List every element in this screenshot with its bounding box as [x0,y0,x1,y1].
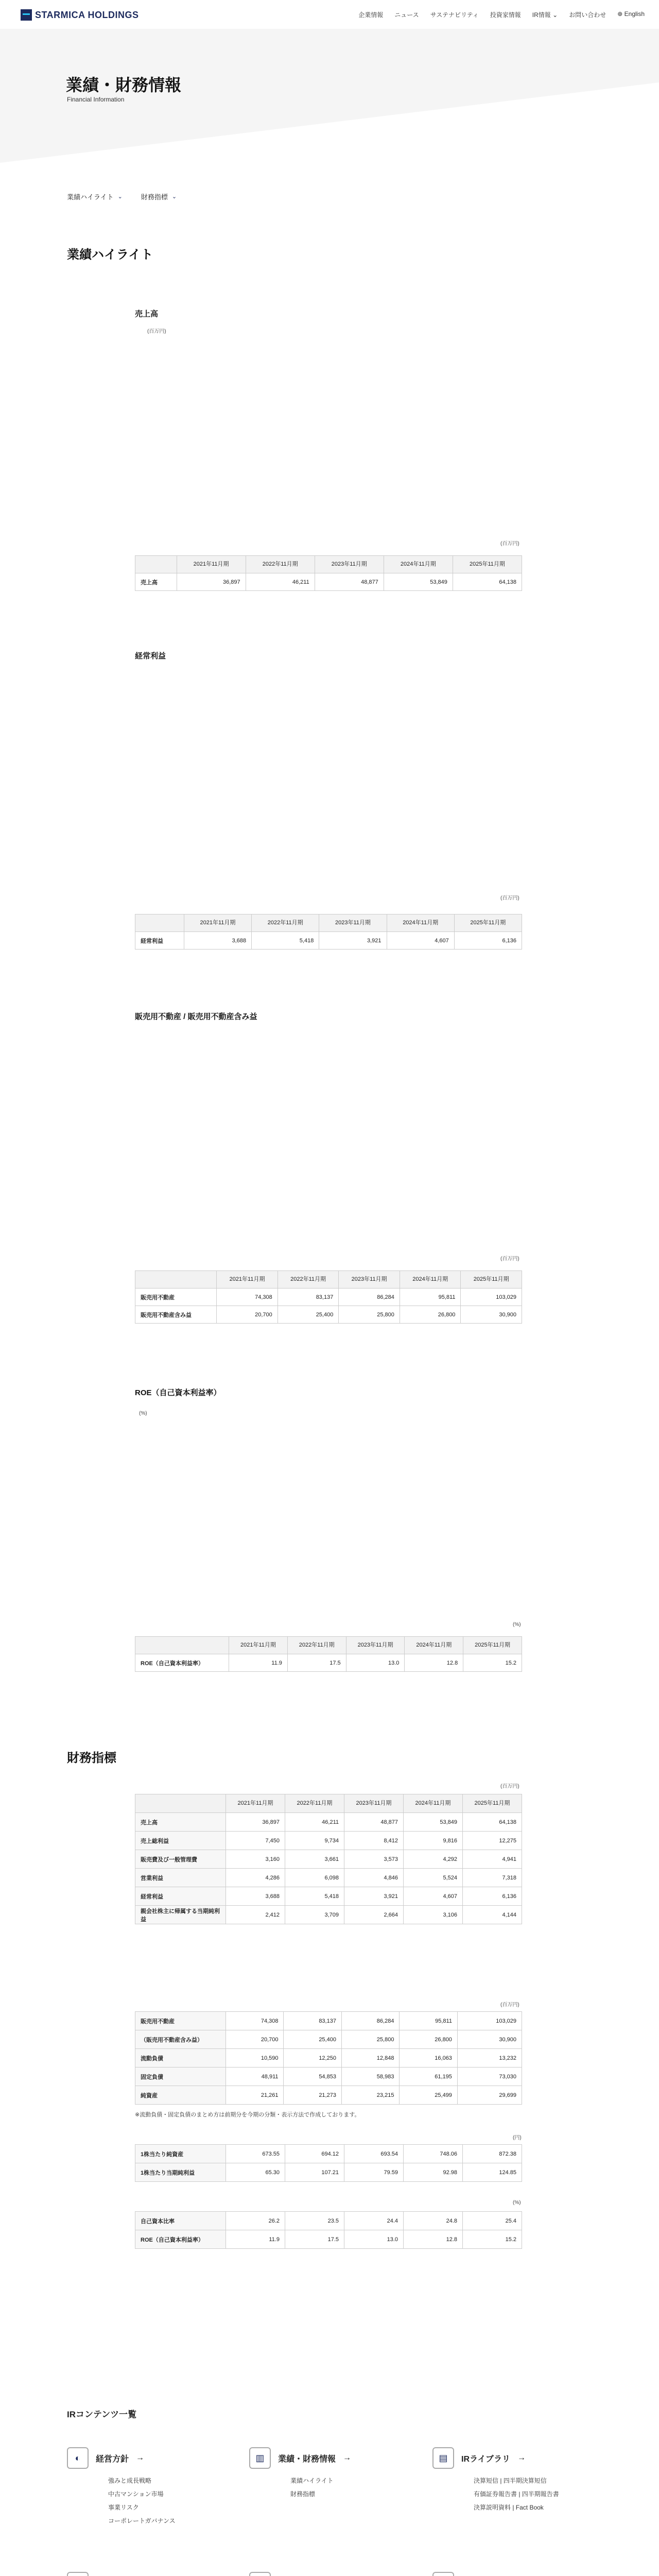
highlight-table-roe [135,1636,522,1672]
ir-block-title: IRライブラリ [461,2454,511,2464]
nav-investor[interactable]: 投資家情報 [490,11,521,19]
cell: 15.2 [463,1654,522,1672]
table-row [135,1306,522,1324]
cell: 86,284 [339,1289,400,1306]
col-header: 2025年11月期 [454,914,522,932]
site-logo[interactable] [21,9,139,21]
ir-link-return[interactable] [249,2572,343,2576]
cell: 3,573 [344,1850,404,1869]
cell: 3,709 [285,1906,344,1924]
nav-ir[interactable] [532,10,558,19]
ir-contents-title: IRコンテンツ一覧 [67,2410,137,2419]
cell: 25,499 [400,2086,457,2105]
financial-table-bs [135,2011,522,2105]
ir-block-title: 業績・財務情報 [278,2454,336,2464]
col-header: 2023年11月期 [339,1271,400,1289]
cell: 53,849 [404,1813,463,1832]
table-row [135,2145,522,2163]
table-row [135,2163,522,2182]
cell: 30,900 [461,1306,522,1324]
site-header [0,0,659,29]
cell: 6,098 [285,1869,344,1887]
cell: 4,607 [404,1887,463,1906]
cell: 21,273 [284,2086,341,2105]
chevron-down-icon: ⌄ [552,11,558,19]
table-row [135,573,522,591]
row-label: ROE（自己資本利益率） [135,2230,226,2249]
cell: 3,921 [344,1887,404,1906]
cell: 36,897 [226,1813,285,1832]
table-corner [135,1271,217,1289]
col-header: 2023年11月期 [346,1637,405,1654]
cell: 17.5 [285,2230,344,2249]
row-label: 自己資本比率 [135,2212,226,2230]
ir-link-meeting[interactable] [67,2572,144,2576]
cell: 46,211 [246,573,315,591]
chart-title-real-estate: 販売用不動産 / 販売用不動産含み益 [135,1012,257,1021]
cell: 8,412 [344,1832,404,1850]
cell: 9,734 [285,1832,344,1850]
table-row [135,2230,522,2249]
row-label: 経常利益 [135,1887,226,1906]
ir-sublink[interactable]: 財務指標 [290,2490,316,2498]
cell: 124.85 [463,2163,522,2182]
logo-text: STARMICA HOLDINGS [35,9,139,20]
col-header: 2023年11月期 [315,556,384,573]
cell: 24.8 [404,2212,463,2230]
cell: 11.9 [226,2230,285,2249]
cell: 74,308 [217,1289,278,1306]
table-note: ※流動負債・固定負債のまとめ方は前期分を今期の分類・表示方法で作成しております。 [135,2112,360,2118]
cell: 25,800 [341,2030,399,2049]
col-header: 2025年11月期 [463,1637,522,1654]
cell: 95,811 [400,1289,461,1306]
coin-icon [249,2572,271,2576]
cell: 4,292 [404,1850,463,1869]
table-unit: (百万円) [500,895,519,901]
cell: 3,688 [184,932,251,950]
cell: 12,275 [463,1832,522,1850]
cell: 748.06 [404,2145,463,2163]
global-nav [358,10,645,19]
table-unit: (百万円) [500,2002,519,2008]
col-header: 2022年11月期 [287,1637,346,1654]
cell: 26.2 [226,2212,285,2230]
anchor-label: 業績ハイライト [67,193,114,201]
cell: 25,400 [284,2030,341,2049]
nav-ir-label: IR情報 [532,11,551,19]
col-header: 2022年11月期 [285,1794,344,1813]
ir-block-financial [249,2447,351,2501]
cell: 15.2 [463,2230,522,2249]
table-corner [135,1637,229,1654]
col-header: 2024年11月期 [405,1637,463,1654]
row-label: （販売用不動産含み益） [135,2030,226,2049]
row-label: 1株当たり当期純利益 [135,2163,226,2182]
cell: 2,412 [226,1906,285,1924]
logo-mark-icon [21,9,32,21]
cell: 73,030 [457,2067,522,2086]
cell: 13,232 [457,2049,522,2067]
table-row [135,2030,522,2049]
cell: 20,700 [226,2030,284,2049]
cell: 3,160 [226,1850,285,1869]
col-header: 2024年11月期 [404,1794,463,1813]
arrow-right-icon: → [343,2453,352,2462]
row-label: 純資産 [135,2086,226,2105]
row-label: 売上高 [135,573,177,591]
cell: 74,308 [226,2012,284,2030]
highlight-table-ordinary-profit [135,914,522,950]
cell: 3,661 [285,1850,344,1869]
row-label: 売上高 [135,1813,226,1832]
globe-icon: ⊕ [617,10,623,18]
table-row [135,2086,522,2105]
cell: 103,029 [457,2012,522,2030]
ir-sublink[interactable]: 決算短信 | 四半期決算短信 [474,2477,547,2484]
cell: 7,318 [463,1869,522,1887]
cell: 24.4 [344,2212,404,2230]
row-label: 親会社株主に帰属する当期純利益 [135,1906,226,1924]
document-icon: ▤ [432,2447,454,2469]
cell: 46,211 [285,1813,344,1832]
cell: 25,800 [339,1306,400,1324]
cell: 86,284 [341,2012,399,2030]
people-icon [67,2572,89,2576]
cell: 6,136 [463,1887,522,1906]
table-row [135,1869,522,1887]
table-row [135,932,522,950]
ir-sublink[interactable]: 中古マンション市場 [108,2490,164,2498]
megaphone-icon: ◐ [67,2447,89,2469]
row-label: 販売費及び一般管理費 [135,1850,226,1869]
highlight-table-real-estate [135,1270,522,1324]
row-label: 販売用不動産含み益 [135,1306,217,1324]
cell: 20,700 [217,1306,278,1324]
nav-english-label: English [624,10,645,18]
row-label: 流動負債 [135,2049,226,2067]
financial-table-pl [135,1794,522,1924]
cell: 4,144 [463,1906,522,1924]
col-header: 2025年11月期 [461,1271,522,1289]
table-row [135,1850,522,1869]
ir-block-return [249,2572,343,2576]
row-label: 固定負債 [135,2067,226,2086]
table-corner [135,1794,226,1813]
ir-sublink[interactable]: 決算説明資料 | Fact Book [474,2504,544,2511]
ir-block-meeting [67,2572,144,2576]
cell: 103,029 [461,1289,522,1306]
cell: 48,911 [226,2067,284,2086]
cell: 2,664 [344,1906,404,1924]
section-title-financial: 財務指標 [67,1751,116,1765]
col-header: 2022年11月期 [246,556,315,573]
cell: 79.59 [344,2163,404,2182]
nav-contact[interactable]: お問い合わせ [569,11,606,19]
col-header: 2021年11月期 [229,1637,288,1654]
financial-table-per-share [135,2144,522,2182]
cell: 23,215 [341,2086,399,2105]
cell: 872.38 [463,2145,522,2163]
table-row [135,2012,522,2030]
table-unit: (%) [513,1622,521,1628]
chart-title-ordinary-profit: 経常利益 [135,652,166,660]
bar-chart-icon: ▥ [249,2447,271,2469]
cell: 36,897 [177,573,246,591]
cell: 5,418 [252,932,319,950]
table-unit: (円) [513,2135,522,2141]
highlight-table-sales [135,555,522,591]
anchor-financial[interactable] [141,192,177,201]
ir-block-title: 経営方針 [96,2454,129,2464]
col-header: 2022年11月期 [278,1271,339,1289]
cell: 64,138 [463,1813,522,1832]
cell: 3,921 [319,932,387,950]
cell: 694.12 [285,2145,344,2163]
page-title: 業績・財務情報 [66,76,182,94]
col-header: 2022年11月期 [252,914,319,932]
table-unit: (百万円) [500,1256,519,1262]
col-header: 2021年11月期 [177,556,246,573]
cell: 4,607 [387,932,454,950]
col-header: 2025年11月期 [453,556,522,573]
cell: 3,688 [226,1887,285,1906]
table-row [135,2049,522,2067]
cell: 4,286 [226,1869,285,1887]
cell: 23.5 [285,2212,344,2230]
table-corner [135,914,184,932]
cell: 17.5 [287,1654,346,1672]
cell: 6,136 [454,932,522,950]
cell: 92.98 [404,2163,463,2182]
table-row [135,1813,522,1832]
col-header: 2023年11月期 [319,914,387,932]
cell: 83,137 [278,1289,339,1306]
table-row [135,1654,522,1672]
cell: 10,590 [226,2049,284,2067]
row-label: 営業利益 [135,1869,226,1887]
cell: 12,848 [341,2049,399,2067]
chart-title-roe: ROE（自己資本利益率） [135,1388,221,1397]
cell: 64,138 [453,573,522,591]
cell: 83,137 [284,2012,341,2030]
chart-unit-sales: (百万円) [147,329,166,334]
row-label: ROE（自己資本利益率） [135,1654,229,1672]
ir-link-shareholder[interactable] [432,2572,510,2576]
ir-block-policy [67,2447,176,2528]
anchor-nav [67,192,177,201]
nav-news[interactable]: ニュース [394,11,419,19]
section-title-highlights: 業績ハイライト [67,248,153,262]
anchor-highlights[interactable] [67,192,123,201]
ir-sublink[interactable]: 強みと成長戦略 [108,2477,152,2484]
cell: 95,811 [400,2012,457,2030]
nav-sustainability[interactable]: サステナビリティ [430,11,479,19]
cell: 12,250 [284,2049,341,2067]
cell: 11.9 [229,1654,288,1672]
cell: 26,800 [400,2030,457,2049]
ir-sublink[interactable]: コーポレートガバナンス [108,2517,176,2524]
chart-title-sales: 売上高 [135,310,159,318]
table-unit: (%) [513,2200,521,2206]
col-header: 2025年11月期 [463,1794,522,1813]
chevron-down-icon: ⌄ [171,194,177,200]
cell: 48,877 [344,1813,404,1832]
cell: 21,261 [226,2086,284,2105]
ir-link-financial[interactable] [249,2447,351,2469]
cell: 9,816 [404,1832,463,1850]
cell: 25.4 [463,2212,522,2230]
row-label: 経常利益 [135,932,184,950]
arrow-right-icon: → [517,2453,526,2462]
cell: 693.54 [344,2145,404,2163]
cell: 30,900 [457,2030,522,2049]
arrow-right-icon: → [136,2453,145,2462]
anchor-label: 財務指標 [141,193,168,201]
cell: 25,400 [278,1306,339,1324]
col-header: 2021年11月期 [184,914,251,932]
ir-sublink[interactable]: 業績ハイライト [290,2477,334,2484]
chart-unit-roe: (%) [139,1411,147,1416]
col-header: 2021年11月期 [226,1794,285,1813]
cell: 61,195 [400,2067,457,2086]
cell: 673.55 [226,2145,285,2163]
chevron-down-icon: ⌄ [117,194,123,200]
ir-sublink[interactable]: 事業リスク [108,2504,139,2511]
ir-block-shareholder [432,2572,510,2576]
cell: 4,846 [344,1869,404,1887]
col-header: 2024年11月期 [384,556,453,573]
table-row [135,2067,522,2086]
table-row [135,1906,522,1924]
row-label: 売上総利益 [135,1832,226,1850]
cell: 4,941 [463,1850,522,1869]
nav-english[interactable] [617,10,645,19]
ir-link-library[interactable] [432,2447,559,2469]
cell: 3,106 [404,1906,463,1924]
cell: 12.8 [404,2230,463,2249]
col-header: 2023年11月期 [344,1794,404,1813]
cell: 5,524 [404,1869,463,1887]
table-unit: (百万円) [500,541,519,547]
col-header: 2021年11月期 [217,1271,278,1289]
table-row [135,1887,522,1906]
cell: 13.0 [346,1654,405,1672]
table-corner [135,556,177,573]
cell: 107.21 [285,2163,344,2182]
cell: 16,063 [400,2049,457,2067]
row-label: 販売用不動産 [135,1289,217,1306]
cell: 29,699 [457,2086,522,2105]
table-row [135,2212,522,2230]
table-unit: (百万円) [500,1784,519,1789]
cell: 58,983 [341,2067,399,2086]
cell: 13.0 [344,2230,404,2249]
page-subtitle: Financial Information [67,96,125,103]
cell: 7,450 [226,1832,285,1850]
nav-company[interactable]: 企業情報 [358,11,384,19]
row-label: 1株当たり純資産 [135,2145,226,2163]
cell: 54,853 [284,2067,341,2086]
cell: 48,877 [315,573,384,591]
financial-table-ratios [135,2211,522,2249]
cell: 5,418 [285,1887,344,1906]
col-header: 2024年11月期 [387,914,454,932]
row-label: 販売用不動産 [135,2012,226,2030]
col-header: 2024年11月期 [400,1271,461,1289]
cell: 12.8 [405,1654,463,1672]
table-row [135,1832,522,1850]
ir-sublink[interactable]: 有価証券報告書 | 四半期報告書 [474,2490,559,2498]
table-row [135,1289,522,1306]
cell: 53,849 [384,573,453,591]
ir-block-library [432,2447,559,2514]
cell: 26,800 [400,1306,461,1324]
cell: 65.30 [226,2163,285,2182]
ir-link-policy[interactable] [67,2447,176,2469]
pie-chart-icon [432,2572,454,2576]
